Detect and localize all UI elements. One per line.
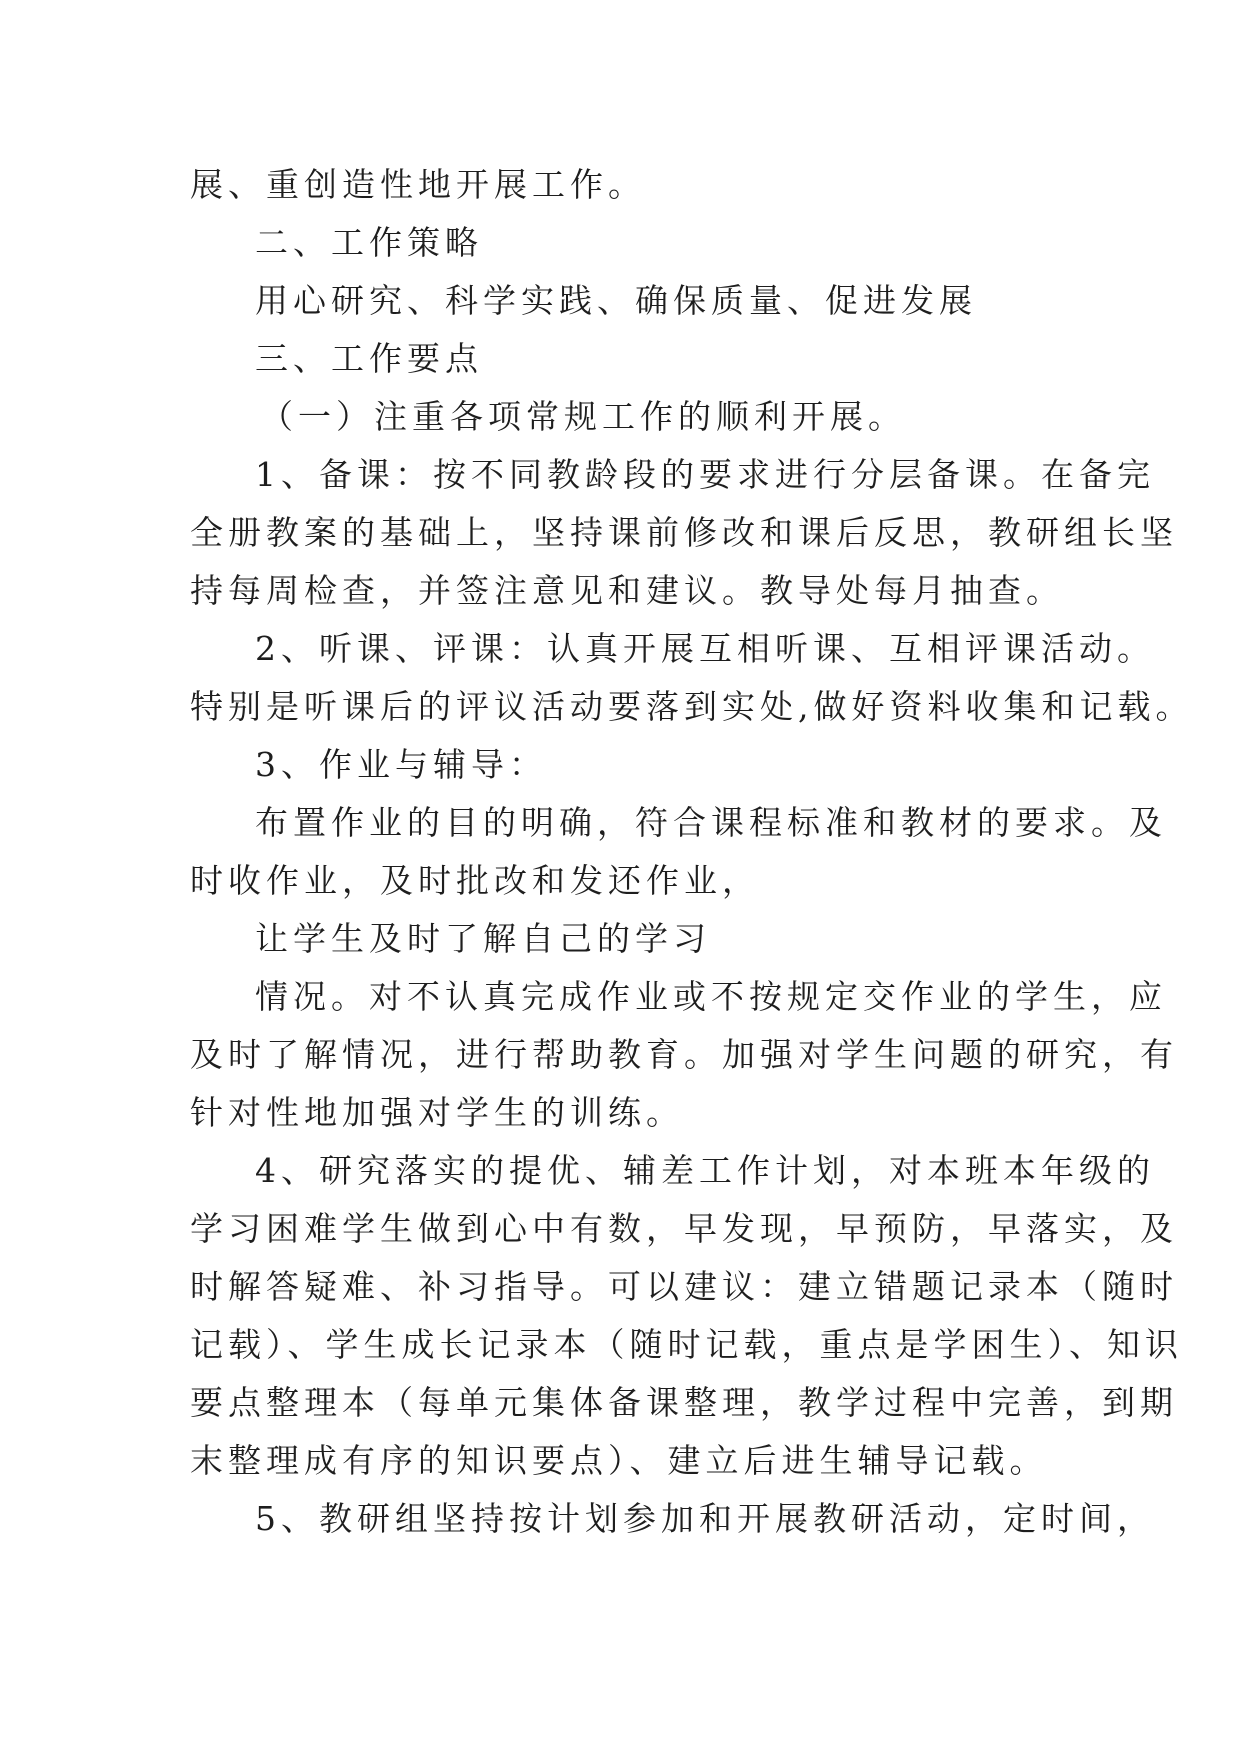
text-line-24: 5、教研组坚持按计划参加和开展教研活动，定时间，: [255, 1499, 1155, 1538]
text-line-14: 让学生及时了解自己的学习: [255, 919, 711, 958]
text-line-13: 时收作业，及时批改和发还作业，: [190, 861, 760, 900]
text-line-23: 末整理成有序的知识要点）、建立后进生辅导记载。: [190, 1441, 1048, 1480]
text-line-21: 记载）、学生成长记录本（随时记载，重点是学困生）、知识: [190, 1325, 1183, 1364]
text-line-9: 2、听课、评课：认真开展互相听课、互相评课活动。: [255, 629, 1155, 668]
text-line-6: 1、备课：按不同教龄段的要求进行分层备课。在备完: [255, 455, 1155, 494]
text-line-12: 布置作业的目的明确，符合课程标准和教材的要求。及: [255, 803, 1167, 842]
text-line-3: 用心研究、科学实践、确保质量、促进发展: [255, 281, 977, 320]
text-line-17: 针对性地加强对学生的训练。: [190, 1093, 684, 1132]
text-line-8: 持每周检查，并签注意见和建议。教导处每月抽查。: [190, 571, 1064, 610]
text-line-7: 全册教案的基础上，坚持课前修改和课后反思，教研组长坚: [190, 513, 1178, 552]
text-line-16: 及时了解情况，进行帮助教育。加强对学生问题的研究，有: [190, 1035, 1178, 1074]
text-line-11: 3、作业与辅导：: [255, 745, 547, 784]
text-line-20: 时解答疑难、补习指导。可以建议：建立错题记录本（随时: [190, 1267, 1178, 1306]
section-heading-key-points: 三、工作要点: [255, 339, 483, 378]
text-line-18: 4、研究落实的提优、辅差工作计划，对本班本年级的: [255, 1151, 1155, 1190]
text-line-15: 情况。对不认真完成作业或不按规定交作业的学生，应: [255, 977, 1167, 1016]
text-line-1: 展、重创造性地开展工作。: [190, 165, 646, 204]
text-line-19: 学习困难学生做到心中有数，早发现，早预防，早落实，及: [190, 1209, 1178, 1248]
text-line-10: 特别是听课后的评议活动要落到实处,做好资料收集和记载。: [190, 687, 1194, 726]
text-line-22: 要点整理本（每单元集体备课整理，教学过程中完善，到期: [190, 1383, 1178, 1422]
subsection-heading-1: （一）注重各项常规工作的顺利开展。: [260, 397, 906, 436]
section-heading-strategy: 二、工作策略: [255, 223, 483, 262]
